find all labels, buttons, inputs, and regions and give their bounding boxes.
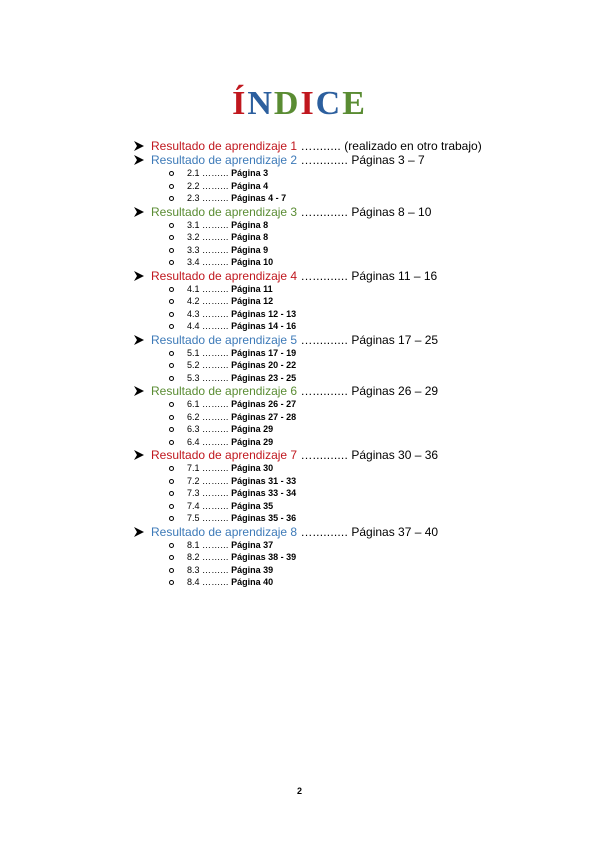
leader-dots: ……... [202, 360, 229, 370]
hollow-circle-bullet-icon [169, 223, 174, 228]
page-number: 2 [296, 786, 302, 796]
toc-section-text [151, 205, 431, 219]
toc-subitem-row [133, 359, 573, 372]
toc-subitem-row [133, 256, 573, 269]
title-letter: I [300, 85, 316, 122]
section-label: Resultado de aprendizaje 2 [151, 153, 298, 167]
toc-section-row [133, 333, 573, 347]
toc-section-row [133, 205, 573, 219]
subitem-text [187, 180, 268, 193]
toc-section-text [151, 269, 437, 283]
toc-subitem-row [133, 244, 573, 257]
subitem-pages: Páginas 27 - 28 [231, 411, 297, 422]
toc-section-text [151, 448, 438, 462]
hollow-circle-bullet-icon [169, 491, 174, 496]
toc-subitem-row [133, 475, 573, 488]
subitem-pages: Página 10 [231, 257, 274, 267]
section-pages: Páginas 3 – 7 [351, 153, 425, 167]
leader-dots: ……... [202, 513, 229, 523]
subitem-number: 7.4 [187, 500, 200, 511]
section-label: Resultado de aprendizaje 4 [151, 268, 298, 283]
toc-subitem-row [133, 219, 573, 232]
subitem-text [187, 167, 268, 180]
toc-subitem-row [133, 462, 573, 475]
hollow-circle-bullet-icon [169, 171, 174, 176]
subitem-text [187, 256, 273, 269]
leader-dots: ……... [202, 347, 229, 358]
leader-dots: ……... [202, 436, 229, 447]
subitem-pages: Páginas 33 - 34 [231, 488, 297, 498]
subitem-text [187, 372, 296, 385]
hollow-circle-bullet-icon [169, 351, 174, 356]
title-letter: N [247, 85, 274, 122]
subitem-text [187, 398, 296, 411]
hollow-circle-bullet-icon [169, 543, 174, 548]
toc-section-row [133, 384, 573, 398]
hollow-circle-bullet-icon [169, 516, 174, 521]
subitem-number: 7.2 [187, 475, 200, 486]
leader-dots: ….......... [300, 204, 348, 219]
subitem-pages: Páginas 4 - 7 [231, 193, 287, 203]
subitem-number: 4.3 [187, 308, 200, 319]
leader-dots: ….......... [300, 448, 348, 462]
section-pages: Páginas 30 – 36 [351, 448, 439, 462]
section-label: Resultado de aprendizaje 6 [151, 384, 298, 398]
hollow-circle-bullet-icon [169, 479, 174, 484]
leader-dots: ……... [202, 283, 229, 294]
subitem-text [187, 347, 296, 360]
section-pages: (realizado en otro trabajo) [344, 139, 482, 153]
section-label: Resultado de aprendizaje 5 [151, 332, 298, 347]
leader-dots: ….......... [300, 268, 348, 283]
leader-dots: ……... [202, 219, 229, 230]
arrowhead-bullet-icon [133, 154, 145, 166]
subitem-number: 8.2 [187, 552, 200, 562]
leader-dots: ……... [202, 232, 229, 242]
toc-subitem-row [133, 295, 573, 308]
toc-subitem-row [133, 308, 573, 321]
hollow-circle-bullet-icon [169, 440, 174, 445]
subitem-text [187, 539, 273, 552]
subitem-number: 8.4 [187, 577, 200, 587]
hollow-circle-bullet-icon [169, 504, 174, 509]
leader-dots: ……... [202, 296, 229, 306]
leader-dots: ……... [202, 552, 229, 562]
subitem-text [187, 436, 273, 449]
hollow-circle-bullet-icon [169, 363, 174, 368]
subitem-number: 5.2 [187, 360, 200, 370]
subitem-pages: Páginas 14 - 16 [231, 321, 297, 331]
leader-dots: ……... [202, 539, 229, 550]
subitem-number: 6.2 [187, 411, 200, 422]
subitem-number: 3.3 [187, 244, 200, 255]
subitem-pages: Páginas 38 - 39 [231, 552, 297, 562]
subitem-pages: Páginas 26 - 27 [231, 399, 297, 409]
leader-dots: ……... [202, 257, 229, 267]
subitem-text [187, 423, 273, 436]
subitem-pages: Página 11 [231, 283, 273, 294]
toc-section-row [133, 269, 573, 283]
toc-subitem-row [133, 167, 573, 180]
leader-dots: ……... [202, 308, 229, 319]
subitem-number: 8.1 [187, 539, 200, 550]
title-letter: E [342, 85, 367, 122]
hollow-circle-bullet-icon [169, 299, 174, 304]
leader-dots: ……... [202, 399, 229, 409]
subitem-text [187, 308, 296, 321]
subitem-pages: Página 29 [231, 424, 274, 434]
toc-section-text [151, 384, 438, 398]
leader-dots: ……... [202, 244, 229, 255]
subitem-number: 7.1 [187, 463, 200, 473]
toc-subitem-row [133, 231, 573, 244]
subitem-pages: Página 35 [231, 500, 274, 511]
subitem-text [187, 192, 286, 205]
section-label: Resultado de aprendizaje 3 [151, 204, 298, 219]
toc-section-text [151, 525, 438, 539]
toc-subitem-row [133, 283, 573, 296]
arrowhead-bullet-icon [133, 334, 145, 346]
hollow-circle-bullet-icon [169, 402, 174, 407]
hollow-circle-bullet-icon [169, 415, 174, 420]
subitem-text [187, 564, 273, 577]
leader-dots: ……... [202, 180, 229, 191]
subitem-number: 4.4 [187, 321, 200, 331]
hollow-circle-bullet-icon [169, 580, 174, 585]
subitem-text [187, 512, 296, 525]
section-pages: Páginas 26 – 29 [351, 384, 439, 398]
subitem-pages: Páginas 35 - 36 [231, 513, 297, 523]
subitem-number: 3.1 [187, 219, 200, 230]
subitem-number: 7.5 [187, 513, 200, 523]
hollow-circle-bullet-icon [169, 376, 174, 381]
subitem-pages: Página 8 [231, 232, 269, 242]
subitem-number: 2.1 [187, 168, 200, 178]
subitem-pages: Página 12 [231, 296, 274, 306]
hollow-circle-bullet-icon [169, 427, 174, 432]
leader-dots: ……... [202, 372, 229, 383]
leader-dots: ….......... [300, 384, 348, 398]
subitem-text [187, 551, 296, 564]
subitem-number: 2.3 [187, 193, 200, 203]
subitem-text [187, 244, 268, 257]
subitem-text [187, 231, 268, 244]
leader-dots: ……... [202, 424, 229, 434]
toc-subitem-row [133, 180, 573, 193]
index-title [0, 84, 599, 124]
toc-section-row [133, 448, 573, 462]
arrowhead-bullet-icon [133, 270, 145, 282]
leader-dots: ……... [202, 168, 229, 178]
subitem-pages: Páginas 20 - 22 [231, 360, 297, 370]
section-pages: Páginas 8 – 10 [351, 204, 432, 219]
hollow-circle-bullet-icon [169, 235, 174, 240]
hollow-circle-bullet-icon [169, 196, 174, 201]
leader-dots: ….......... [300, 524, 348, 539]
hollow-circle-bullet-icon [169, 312, 174, 317]
leader-dots: ……... [202, 463, 229, 473]
leader-dots: ……... [202, 488, 229, 498]
section-pages: Páginas 17 – 25 [351, 332, 439, 347]
subitem-pages: Página 39 [231, 564, 274, 575]
arrowhead-bullet-icon [133, 449, 145, 461]
hollow-circle-bullet-icon [169, 466, 174, 471]
subitem-text [187, 462, 273, 475]
toc-subitem-row [133, 320, 573, 333]
hollow-circle-bullet-icon [169, 184, 174, 189]
toc-subitem-row [133, 500, 573, 513]
leader-dots: ….......... [300, 153, 348, 167]
toc-section-text [151, 153, 425, 167]
subitem-text [187, 475, 296, 488]
subitem-text [187, 411, 296, 424]
subitem-number: 4.1 [187, 283, 200, 294]
title-letter: Í [232, 85, 248, 122]
toc-subitem-row [133, 436, 573, 449]
title-letter: D [273, 85, 301, 122]
subitem-pages: Páginas 17 - 19 [231, 347, 297, 358]
section-pages: Páginas 11 – 16 [351, 268, 438, 283]
subitem-pages: Página 9 [231, 244, 269, 255]
subitem-number: 5.3 [187, 372, 200, 383]
toc-subitem-row [133, 398, 573, 411]
leader-dots: ……... [202, 577, 229, 587]
hollow-circle-bullet-icon [169, 555, 174, 560]
hollow-circle-bullet-icon [169, 568, 174, 573]
arrowhead-bullet-icon [133, 385, 145, 397]
subitem-pages: Páginas 23 - 25 [231, 372, 297, 383]
toc-subitem-row [133, 551, 573, 564]
subitem-text [187, 295, 273, 308]
toc-section-row [133, 153, 573, 167]
section-label: Resultado de aprendizaje 7 [151, 448, 298, 462]
leader-dots: ……... [202, 500, 229, 511]
arrowhead-bullet-icon [133, 140, 145, 152]
arrowhead-bullet-icon [133, 206, 145, 218]
leader-dots: ……... [202, 475, 229, 486]
toc-section-text [151, 139, 482, 153]
toc-subitem-row [133, 576, 573, 589]
section-label: Resultado de aprendizaje 8 [151, 524, 298, 539]
subitem-number: 5.1 [187, 347, 200, 358]
toc-subitem-row [133, 423, 573, 436]
arrowhead-bullet-icon [133, 526, 145, 538]
subitem-pages: Página 30 [231, 463, 274, 473]
subitem-pages: Página 40 [231, 577, 274, 587]
subitem-number: 6.4 [187, 436, 200, 447]
subitem-number: 3.4 [187, 257, 200, 267]
subitem-number: 6.3 [187, 424, 200, 434]
toc-subitem-row [133, 512, 573, 525]
subitem-text [187, 219, 268, 232]
subitem-text [187, 500, 273, 513]
subitem-number: 2.2 [187, 180, 200, 191]
toc-subitem-row [133, 564, 573, 577]
toc-section-row [133, 525, 573, 539]
hollow-circle-bullet-icon [169, 248, 174, 253]
subitem-pages: Página 4 [231, 180, 269, 191]
leader-dots: ……... [202, 193, 229, 203]
subitem-pages: Página 3 [231, 168, 269, 178]
leader-dots: ……... [202, 564, 229, 575]
toc-subitem-row [133, 347, 573, 360]
leader-dots: ……... [202, 411, 229, 422]
leader-dots: …........ [300, 139, 341, 153]
toc-section-row [133, 139, 573, 153]
subitem-number: 6.1 [187, 399, 200, 409]
subitem-text [187, 320, 296, 333]
section-label: Resultado de aprendizaje 1 [151, 139, 298, 153]
subitem-pages: Página 29 [231, 436, 274, 447]
subitem-text [187, 359, 296, 372]
toc-subitem-row [133, 372, 573, 385]
toc-subitem-row [133, 411, 573, 424]
title-letter: C [315, 85, 343, 122]
toc-section-text [151, 333, 438, 347]
subitem-text [187, 283, 273, 296]
hollow-circle-bullet-icon [169, 324, 174, 329]
hollow-circle-bullet-icon [169, 260, 174, 265]
subitem-number: 4.2 [187, 296, 200, 306]
toc-subitem-row [133, 487, 573, 500]
table-of-contents [133, 139, 573, 589]
subitem-text [187, 487, 296, 500]
hollow-circle-bullet-icon [169, 287, 174, 292]
subitem-text [187, 576, 273, 589]
subitem-pages: Páginas 31 - 33 [231, 475, 297, 486]
leader-dots: ….......... [300, 332, 348, 347]
subitem-number: 3.2 [187, 232, 200, 242]
section-pages: Páginas 37 – 40 [351, 524, 439, 539]
subitem-number: 8.3 [187, 564, 200, 575]
subitem-pages: Páginas 12 - 13 [231, 308, 297, 319]
subitem-pages: Página 8 [231, 219, 269, 230]
subitem-pages: Página 37 [231, 539, 274, 550]
subitem-number: 7.3 [187, 488, 200, 498]
leader-dots: ……... [202, 321, 229, 331]
toc-subitem-row [133, 539, 573, 552]
toc-subitem-row [133, 192, 573, 205]
